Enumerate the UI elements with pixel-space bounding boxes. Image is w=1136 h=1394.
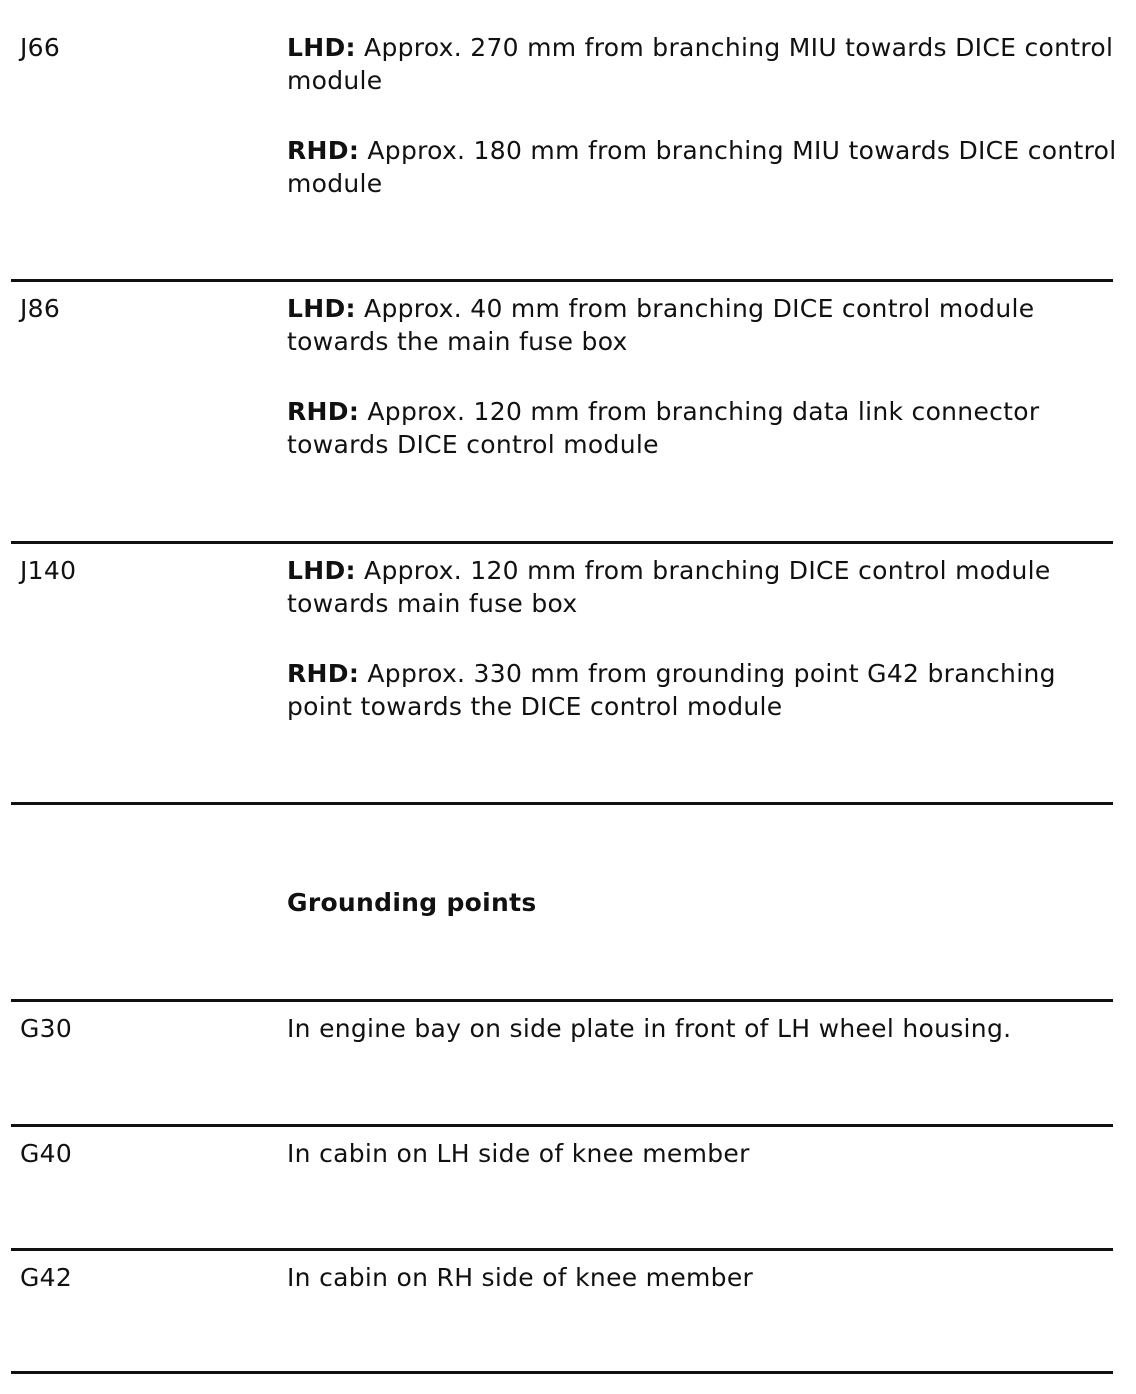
lhd-location xyxy=(287,554,1127,620)
grounding-point-id: G40 xyxy=(20,1139,73,1168)
row-divider xyxy=(11,999,1113,1002)
splice-id: J140 xyxy=(20,556,77,585)
splice-description xyxy=(287,292,1127,461)
splice-id: J66 xyxy=(20,33,61,62)
grounding-points-heading: Grounding points xyxy=(287,888,537,917)
rhd-text: Approx. 180 mm from branching MIU towards DICE control module xyxy=(287,136,1117,198)
grounding-point-location: In cabin on LH side of knee member xyxy=(287,1139,750,1168)
grounding-point-location: In cabin on RH side of knee member xyxy=(287,1263,754,1292)
lhd-tag: LHD: xyxy=(287,556,356,585)
rhd-text: Approx. 330 mm from grounding point G42 branching point towards the DICE control module xyxy=(287,659,1056,721)
rhd-tag: RHD: xyxy=(287,136,360,165)
row-divider xyxy=(11,279,1113,282)
rhd-tag: RHD: xyxy=(287,659,360,688)
lhd-text: Approx. 270 mm from branching MIU towards DICE control module xyxy=(287,33,1114,95)
rhd-text: Approx. 120 mm from branching data link connector towards DICE control module xyxy=(287,397,1040,459)
lhd-tag: LHD: xyxy=(287,294,356,323)
row-divider xyxy=(11,1124,1113,1127)
row-divider xyxy=(11,1248,1113,1251)
lhd-text: Approx. 40 mm from branching DICE control module towards the main fuse box xyxy=(287,294,1035,356)
row-divider xyxy=(11,1371,1113,1374)
rhd-location xyxy=(287,134,1127,200)
rhd-location xyxy=(287,657,1127,723)
splice-description xyxy=(287,31,1127,200)
rhd-location xyxy=(287,395,1127,461)
grounding-point-id: G42 xyxy=(20,1263,73,1292)
grounding-point-id: G30 xyxy=(20,1014,73,1043)
rhd-tag: RHD: xyxy=(287,397,360,426)
lhd-location xyxy=(287,31,1127,97)
grounding-point-location: In engine bay on side plate in front of LH wheel housing. xyxy=(287,1014,1012,1043)
splice-description xyxy=(287,554,1127,723)
row-divider xyxy=(11,802,1113,805)
row-divider xyxy=(11,541,1113,544)
lhd-text: Approx. 120 mm from branching DICE control module towards main fuse box xyxy=(287,556,1051,618)
lhd-location xyxy=(287,292,1127,358)
lhd-tag: LHD: xyxy=(287,33,356,62)
splice-id: J86 xyxy=(20,294,61,323)
